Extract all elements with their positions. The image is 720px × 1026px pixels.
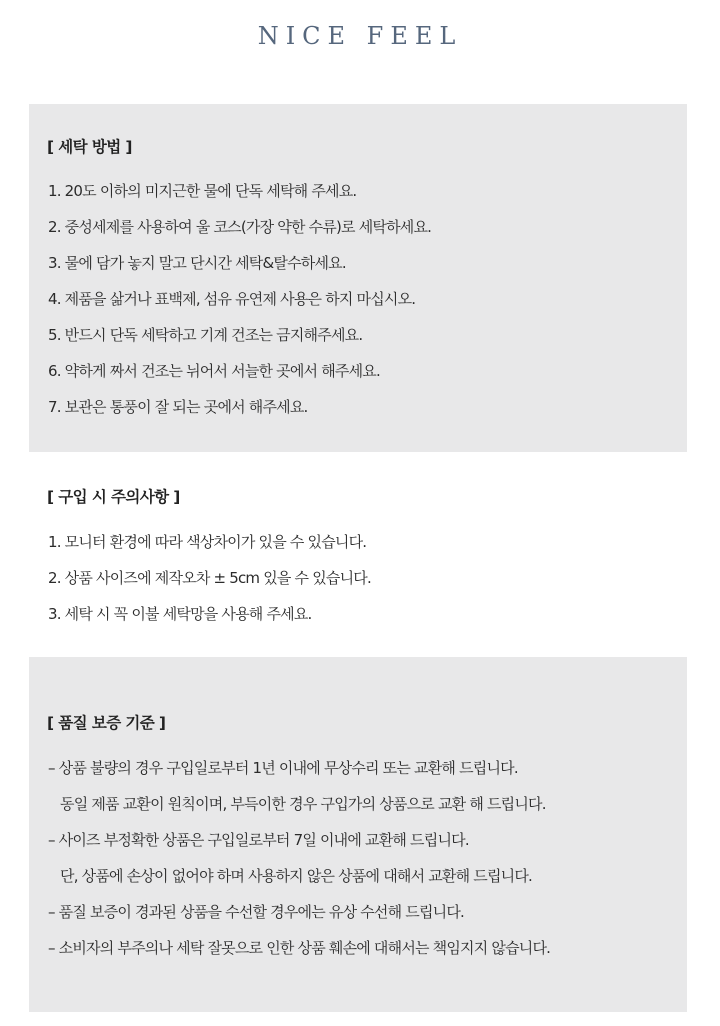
- section-title: [ 품질 보증 기준 ]: [47, 714, 166, 732]
- list-item: – 품질 보증이 경과된 상품을 수선할 경우에는 유상 수선해 드립니다.: [48, 903, 465, 921]
- section-title: [ 구입 시 주의사항 ]: [47, 488, 180, 506]
- list-item: 3. 세탁 시 꼭 이불 세탁망을 사용해 주세요.: [48, 605, 312, 623]
- list-item: 1. 20도 이하의 미지근한 물에 단독 세탁해 주세요.: [48, 182, 357, 200]
- brand-logo: NICE FEEL: [257, 22, 463, 50]
- purchase-precautions-section: [29, 452, 687, 657]
- list-item: 4. 제품을 삶거나 표백제, 섬유 유연제 사용은 하지 마십시오.: [48, 290, 416, 308]
- list-item: – 상품 불량의 경우 구입일로부터 1년 이내에 무상수리 또는 교환해 드립니다.: [48, 759, 518, 777]
- list-item: 2. 중성세제를 사용하여 울 코스(가장 약한 수류)로 세탁하세요.: [48, 218, 432, 236]
- section-title: [ 세탁 방법 ]: [47, 138, 132, 156]
- list-item: 3. 물에 담가 놓지 말고 단시간 세탁&탈수하세요.: [48, 254, 346, 272]
- list-item: 5. 반드시 단독 세탁하고 기계 건조는 금지해주세요.: [48, 326, 363, 344]
- list-item: – 소비자의 부주의나 세탁 잘못으로 인한 상품 훼손에 대해서는 책임지지 않습니다.: [48, 939, 551, 957]
- washing-method-section: [29, 104, 687, 452]
- list-item: – 사이즈 부정확한 상품은 구입일로부터 7일 이내에 교환해 드립니다.: [48, 831, 469, 849]
- list-item: 단, 상품에 손상이 없어야 하며 사용하지 않은 상품에 대해서 교환해 드립니다.: [60, 867, 533, 885]
- list-item: 1. 모니터 환경에 따라 색상차이가 있을 수 있습니다.: [48, 533, 367, 551]
- list-item: 동일 제품 교환이 원칙이며, 부득이한 경우 구입가의 상품으로 교환 해 드립니다.: [60, 795, 546, 813]
- list-item: 7. 보관은 통풍이 잘 되는 곳에서 해주세요.: [48, 398, 308, 416]
- list-item: 2. 상품 사이즈에 제작오차 ± 5cm 있을 수 있습니다.: [48, 569, 371, 587]
- list-item: 6. 약하게 짜서 건조는 뉘어서 서늘한 곳에서 해주세요.: [48, 362, 380, 380]
- quality-guarantee-section: [29, 657, 687, 1012]
